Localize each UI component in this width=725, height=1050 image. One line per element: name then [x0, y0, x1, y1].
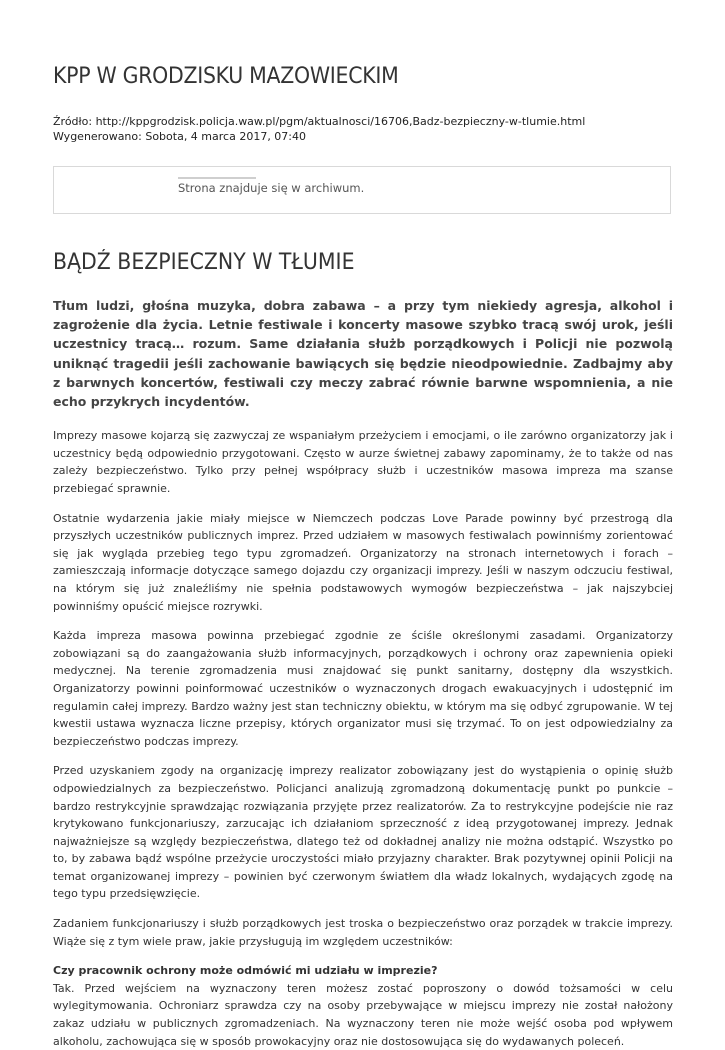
article-title: BĄDŹ BEZPIECZNY W TŁUMIE — [53, 250, 355, 275]
archive-notice: Strona znajduje się w archiwum. — [178, 181, 365, 195]
article-paragraph: Imprezy masowe kojarzą się zazwyczaj ze wspaniałym przeżyciem i emocjami, o ile zarówno organizatorzy jak i uczestnicy będą odpowiednio przygotowani. Często w aurze świetnej zabawy zapominamy, że to także od nas zależy bezpieczeństwo. Tylko przy pełnej współpracy służb i uczestników masowa impreza ma szanse przebiegać sprawnie. — [53, 429, 673, 495]
archive-notice-box — [53, 166, 671, 214]
article-paragraph: Zadaniem funkcjonariuszy i służb porządkowych jest troska o bezpieczeństwo oraz porządek w trakcie imprezy. Wiąże się z tym wiele praw, jakie przysługują im względem uczestników: — [53, 917, 673, 948]
source-url: Źródło: http://kppgrodzisk.policja.waw.pl/pgm/aktualnosci/16706,Badz-bezpieczny-w-tlumie.html — [53, 115, 586, 128]
generated-date: Wygenerowano: Sobota, 4 marca 2017, 07:40 — [53, 130, 307, 143]
article-paragraph: Ostatnie wydarzenia jakie miały miejsce w Niemczech podczas Love Parade powinny być przestrogą dla przyszłych uczestników publicznych imprez. Przed udziałem w masowych festiwalach powinniśmy zorientować się jak wygląda przebieg tego typu zgromadzeń. Organizatorzy na stronach internetowych i forach – zamieszczają informacje dotyczące samego dojazdu czy organizacji imprezy. Jeśli w naszym odczuciu festiwal, na którym się już znaleźliśmy nie spełnia podstawowych wymogów bezpieczeństwa – jak najszybciej powinniśmy opuścić miejsce rozrywki. — [53, 511, 673, 613]
article-body — [53, 296, 673, 1050]
article-paragraph: Każda impreza masowa powinna przebiegać zgodnie ze ściśle określonymi zasadami. Organizatorzy zobowiązani są do zaangażowania służb informacyjnych, porządkowych i ochrony oraz zapewnienia opieki medycznej. Na terenie zgromadzenia musi znajdować się punkt sanitarny, dostępny dla wszystkich. Organizatorzy powinni poinformować uczestników o wyznaczonych drogach ewakuacyjnych i udostępnić im regulamin całej imprezy. Bardzo ważny jest stan techniczny obiektu, w którym ma się odbyć zgrupowanie. W tej kwestii ustawa wyznacza liczne przepisy, których organizator musi się trzymać. To on jest odpowiedzialny za bezpieczeństwo podczas imprezy. — [53, 629, 673, 748]
archive-notice-divider — [178, 177, 256, 179]
question-answer: Tak. Przed wejściem na wyznaczony teren możesz zostać poproszony o dowód tożsamości w celu wylegitymowania. Ochroniarz sprawdza czy na osoby przebywające w miejscu imprezy nie został nałożony zakaz udziału w publicznych zgromadzeniach. Na wyznaczony teren nie może wejść osoba pod wpływem alkoholu, zachowująca się w sposób prowokacyjny oraz nie dostosowująca się do wydawanych poleceń. — [53, 981, 673, 1048]
article-paragraph: Przed uzyskaniem zgody na organizację imprezy realizator zobowiązany jest do wystąpienia o opinię służb odpowiedzialnych za bezpieczeństwo. Policjanci analizują zgromadzoną dokumentację punkt po punkcie – bardzo restrykcyjnie sprawdzając rozwiązania przyjęte przez realizatorów. Za to restrykcyjne podejście nie raz krytykowano funkcjonariuszy, zarzucając ich działaniom sprzeczność z ideą przygotowanej imprezy. Jednak najważniejsze są względy bezpieczeństwa, dlatego też od dokładnej analizy nie można odstąpić. Wszystko po to, by zabawa bądź wspólne przeżycie uroczystości miało przyjazny charakter. Brak pozytywnej opinii Policji na temat organizowanej imprezy – powinien być czerwonym światłem dla władz lokalnych, wydających zgodę na tego typu przedsięwzięcie. — [53, 764, 673, 901]
document-meta — [53, 114, 585, 144]
article-lead: Tłum ludzi, głośna muzyka, dobra zabawa – a przy tym niekiedy agresja, alkohol i zagrożenie dla życia. Letnie festiwale i koncerty masowe szybko tracą swój urok, jeśli uczestnicy tracą… rozum. Same działania służb porządkowych i Policji nie pozwolą uniknąć tragedii jeśli zachowanie bawiących się będzie nieodpowiednie. Zadbajmy aby z barwnych koncertów, festiwali czy meczy zabrać równie barwne wspomnienia, a nie echo przykrych incydentów. — [53, 298, 673, 410]
question-heading: Czy pracownik ochrony może odmówić mi udziału w imprezie? — [53, 964, 438, 978]
site-title: KPP W GRODZISKU MAZOWIECKIM — [53, 64, 399, 89]
